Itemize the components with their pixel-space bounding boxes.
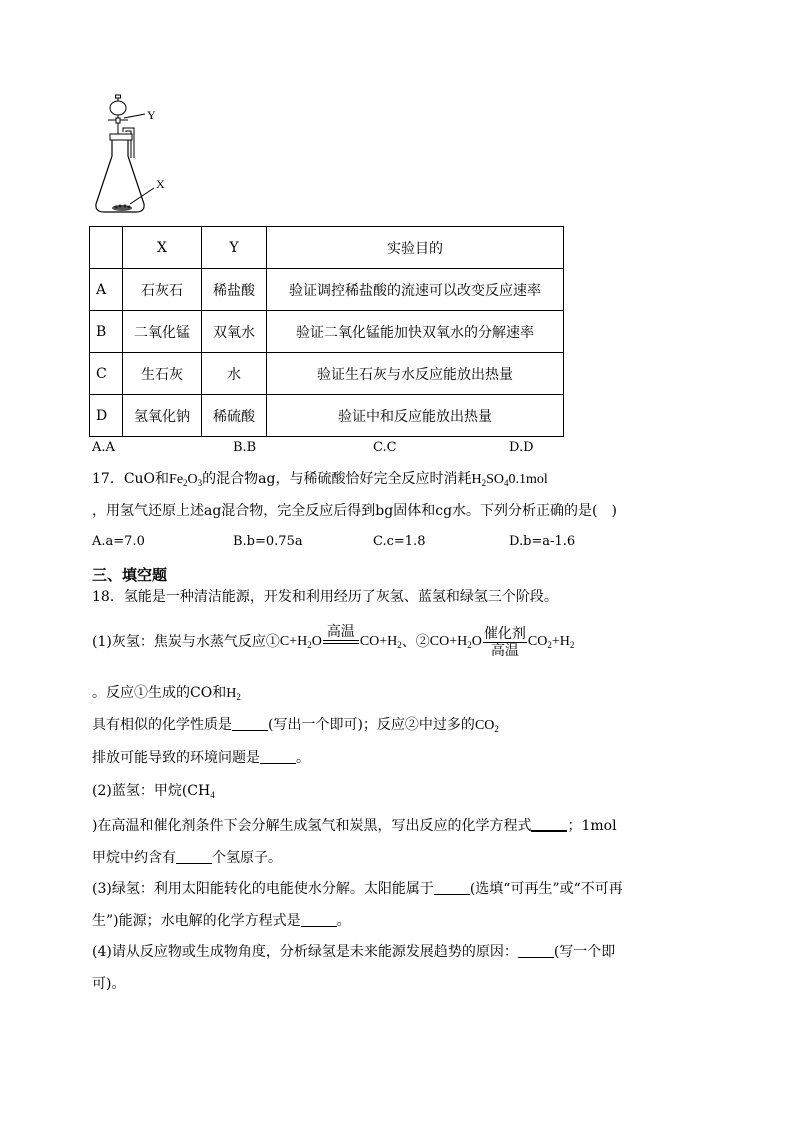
q18-part2-line2: [92, 817, 617, 835]
q18-text: (写出一个即可)；反应②中过多的: [268, 717, 475, 733]
table-cell: 水: [202, 353, 267, 395]
answer-blank[interactable]: [531, 818, 567, 832]
table-row: [90, 269, 564, 311]
q16-option-d: D.D: [509, 440, 534, 455]
experiment-apparatus: [90, 92, 180, 220]
q18-part1-line2: [92, 684, 241, 703]
table-cell: 石灰石: [123, 269, 202, 311]
table-cell: 二氧化锰: [123, 311, 202, 353]
q18-text: 。: [336, 913, 351, 929]
q18-part4-line2: 可)。: [92, 976, 126, 992]
q18-text: (4)请从反应物或生成物角度，分析绿氢是未来能源发展趋势的原因：: [92, 944, 518, 960]
q18-part1-line3: [92, 716, 499, 735]
label-x: X: [156, 177, 165, 191]
table-cell: C: [90, 353, 123, 395]
equation-1-products: $CO+H_2$: [359, 634, 402, 650]
q18-part3-line1: [92, 880, 623, 898]
q18-text: ；1mol: [567, 818, 617, 834]
answer-blank[interactable]: [176, 851, 212, 864]
q18-part2-line1: (2)蓝氢：甲烷($CH_4$: [92, 783, 215, 800]
q18-part1-line4: [92, 749, 310, 767]
q18-text: 甲烷中约含有: [92, 850, 176, 866]
equation-2-products: $CO_2+H_2$: [527, 634, 575, 650]
formula-co2: $CO_2$: [474, 718, 499, 734]
table-cell: B: [90, 311, 123, 353]
table-cell: 稀硫酸: [202, 395, 267, 437]
condition-label: 催化剂: [483, 625, 526, 642]
equation-2-reactants: $CO+H_2O$: [429, 634, 482, 650]
table-cell: A: [90, 269, 123, 311]
answer-blank[interactable]: [434, 882, 470, 895]
formula-h2so4: $H_2SO_4$: [471, 472, 509, 488]
q18-text: (1)灰氢：焦炭与水蒸气反应①: [92, 634, 280, 650]
q18-text: 。: [296, 750, 310, 766]
answer-blank[interactable]: [301, 914, 337, 927]
table-cell: 验证二氧化锰能加快双氧水的分解速率: [267, 311, 564, 353]
q18-text: (2)蓝氢：甲烷(CH: [92, 783, 211, 799]
q18-text: 个氢原子。: [212, 850, 282, 866]
q18-text: 具有相似的化学性质是: [92, 717, 232, 733]
q17-option-d: D.b=a-1.6: [509, 534, 576, 549]
table-header-cell: [90, 227, 123, 269]
table-cell: 氢氧化钠: [123, 395, 202, 437]
q18-text: )在高温和催化剂条件下会分解生成氢气和炭黑，写出反应的化学方程式: [92, 818, 532, 834]
table-cell: 验证生石灰与水反应能放出热量: [267, 353, 564, 395]
q17-amount: 0.1mol: [508, 472, 548, 487]
q18-part3-line2: [92, 912, 351, 930]
table-row: [90, 311, 564, 353]
table-cell: 验证调控稀盐酸的流速可以改变反应速率: [267, 269, 564, 311]
table-header-row: [90, 227, 564, 269]
q16-option-b: B.B: [233, 440, 257, 455]
q17-option-a: A.a=7.0: [92, 534, 145, 549]
q18-intro: 18．氢能是一种清洁能源，开发和利用经历了灰氢、蓝氢和绿氢三个阶段。: [92, 589, 558, 605]
q18-text: 。反应①生成的CO和: [92, 685, 227, 701]
condition-label: 高温: [326, 624, 355, 640]
table-header-cell: Y: [202, 227, 267, 269]
section-title: 三、填空题: [92, 566, 168, 584]
answer-blank[interactable]: [232, 718, 268, 731]
q17-option-c: C.c=1.8: [373, 534, 426, 549]
label-y: Y: [147, 108, 156, 122]
answer-blank[interactable]: [260, 751, 296, 764]
equation-1-reactants: $C+H_2O$: [279, 634, 322, 650]
q18-text: (写一个即: [553, 944, 616, 960]
q17-stem-line2: ，用氢气还原上述ag混合物，完全反应后得到bg固体和cg水。下列分析正确的是( ): [92, 503, 617, 519]
q18-text: 、②: [401, 634, 430, 650]
table-row: [90, 353, 564, 395]
q17-stem-line1: [92, 470, 548, 489]
table-cell: 生石灰: [123, 353, 202, 395]
q18-part4-line1: [92, 943, 615, 961]
table-cell: 稀盐酸: [202, 269, 267, 311]
table-cell: 验证中和反应能放出热量: [267, 395, 564, 437]
q16-option-c: C.C: [373, 440, 397, 455]
formula-h2: $H_2$: [226, 686, 241, 702]
table-header-cell: 实验目的: [267, 227, 564, 269]
table-cell: D: [90, 395, 123, 437]
q17-option-b: B.b=0.75a: [233, 534, 303, 549]
formula-fe2o3: $Fe_2O_3$: [169, 472, 203, 488]
reaction-condition-1: [323, 624, 359, 660]
q18-part2-line3: [92, 849, 282, 867]
q17-text: 17．CuO和: [92, 471, 170, 487]
q18-text: 排放可能导致的环境问题是: [92, 750, 260, 766]
q18-text: (选填“可再生”或“不可再: [469, 881, 623, 897]
table-cell: 双氧水: [202, 311, 267, 353]
q18-text: 生”)能源；水电解的化学方程式是: [92, 913, 301, 929]
table-row: [90, 395, 564, 437]
experiment-table: [89, 226, 564, 437]
condition-label: 高温: [490, 642, 519, 659]
table-header-cell: X: [123, 227, 202, 269]
q16-option-a: A.A: [92, 440, 115, 455]
reaction-condition-2: [483, 626, 527, 659]
q17-text: 的混合物ag，与稀硫酸恰好完全反应时消耗: [202, 471, 472, 487]
q18-part1-equations: [92, 624, 574, 664]
answer-blank[interactable]: [518, 945, 554, 958]
q18-text: (3)绿氢：利用太阳能转化的电能使水分解。太阳能属于: [92, 881, 434, 897]
